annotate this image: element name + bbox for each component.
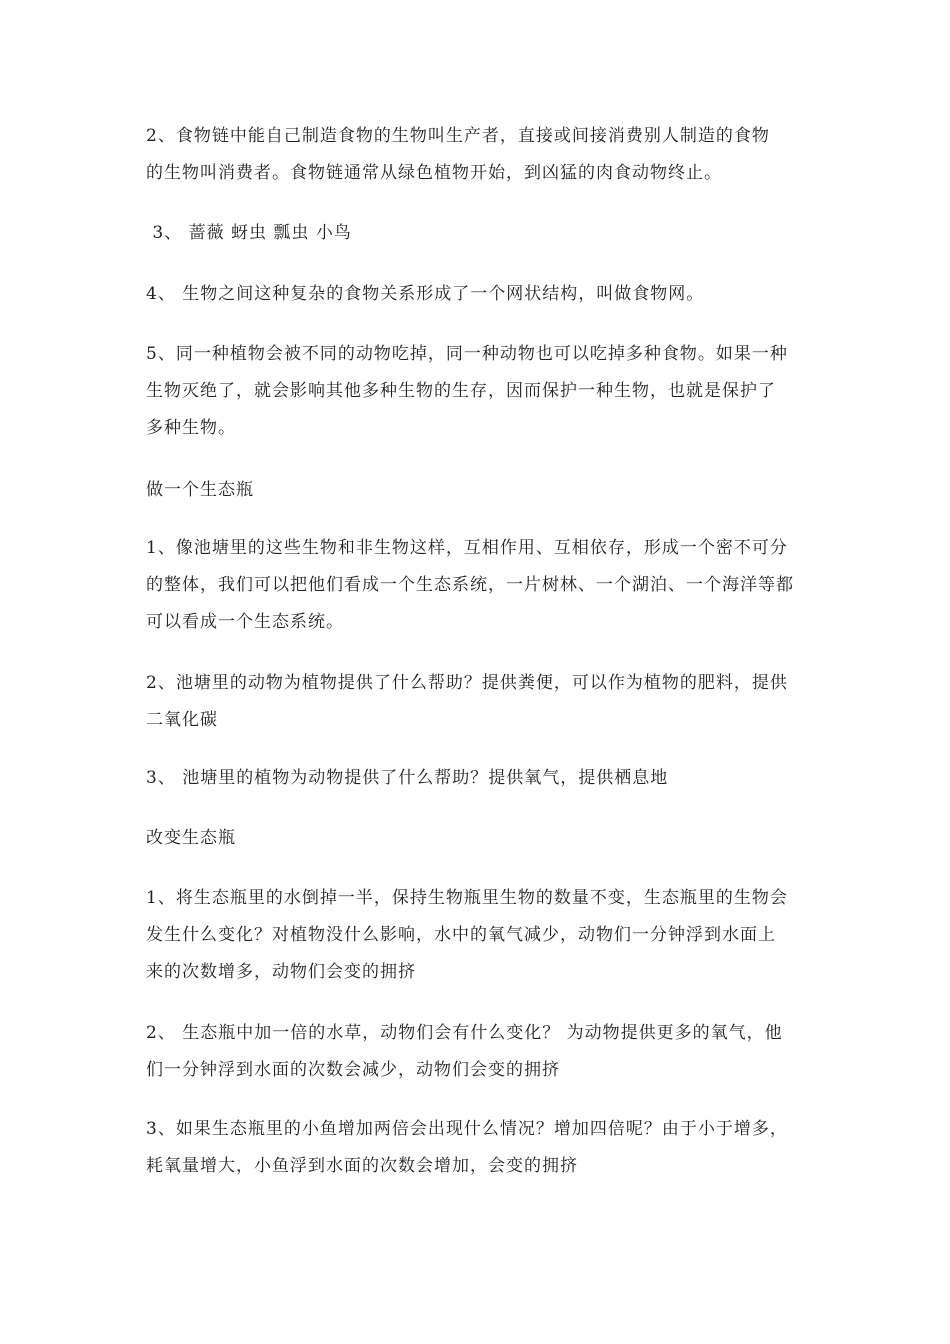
heading-text: 做一个生态瓶 <box>146 480 254 500</box>
text-line: 二氧化碳 <box>146 710 218 730</box>
paragraph-animals-help-plants <box>146 665 814 739</box>
text-line: 可以看成一个生态系统。 <box>146 612 344 632</box>
text-line: 们一分钟浮到水面的次数会减少，动物们会变的拥挤 <box>146 1060 560 1080</box>
section-heading-make-eco-bottle <box>146 472 814 509</box>
paragraph-food-chain-producers <box>146 118 814 192</box>
text-line: 生物灭绝了，就会影响其他多种生物的生存，因而保护一种生物，也就是保护了 <box>146 381 776 401</box>
text-line: 2、池塘里的动物为植物提供了什么帮助？提供粪便，可以作为植物的肥料，提供 <box>146 673 788 693</box>
paragraph-ecosystem-definition <box>146 530 814 641</box>
text-line: 5、同一种植物会被不同的动物吃掉，同一种动物也可以吃掉多种食物。如果一种 <box>146 344 788 364</box>
paragraph-double-waterweed <box>146 1015 814 1089</box>
text-line: 2、食物链中能自己制造食物的生物叫生产者，直接或间接消费别人制造的食物 <box>146 126 770 146</box>
text-line: 1、像池塘里的这些生物和非生物这样，互相作用、互相依存，形成一个密不可分 <box>146 538 788 558</box>
paragraph-food-chain-example <box>146 215 814 252</box>
paragraph-food-web <box>146 276 814 313</box>
text-line: 1、将生态瓶里的水倒掉一半，保持生物瓶里生物的数量不变，生态瓶里的生物会 <box>146 888 788 908</box>
text-line: 发生什么变化？对植物没什么影响，水中的氧气减少，动物们一分钟浮到水面上 <box>146 925 776 945</box>
paragraph-more-fish <box>146 1111 814 1185</box>
text-line: 的生物叫消费者。食物链通常从绿色植物开始，到凶猛的肉食动物终止。 <box>146 163 722 183</box>
text-line: 4、 生物之间这种复杂的食物关系形成了一个网状结构，叫做食物网。 <box>146 284 705 304</box>
text-line: 耗氧量增大，小鱼浮到水面的次数会增加，会变的拥挤 <box>146 1156 578 1176</box>
paragraph-half-water <box>146 880 814 991</box>
text-line: 来的次数增多，动物们会变的拥挤 <box>146 962 416 982</box>
text-line: 3、如果生态瓶里的小鱼增加两倍会出现什么情况？增加四倍呢？由于小于增多， <box>146 1119 788 1139</box>
paragraph-plants-help-animals <box>146 760 814 797</box>
text-line: 2、 生态瓶中加一倍的水草，动物们会有什么变化？ 为动物提供更多的氧气，他 <box>146 1023 783 1043</box>
text-line: 3、 蔷薇 蚜虫 瓢虫 小鸟 <box>146 223 352 243</box>
text-line: 多种生物。 <box>146 418 236 438</box>
text-line: 的整体，我们可以把他们看成一个生态系统，一片树林、一个湖泊、一个海洋等都 <box>146 575 794 595</box>
heading-text: 改变生态瓶 <box>146 828 236 848</box>
paragraph-protect-species <box>146 336 814 447</box>
section-heading-change-eco-bottle <box>146 820 814 857</box>
text-line: 3、 池塘里的植物为动物提供了什么帮助？提供氧气，提供栖息地 <box>146 768 669 788</box>
